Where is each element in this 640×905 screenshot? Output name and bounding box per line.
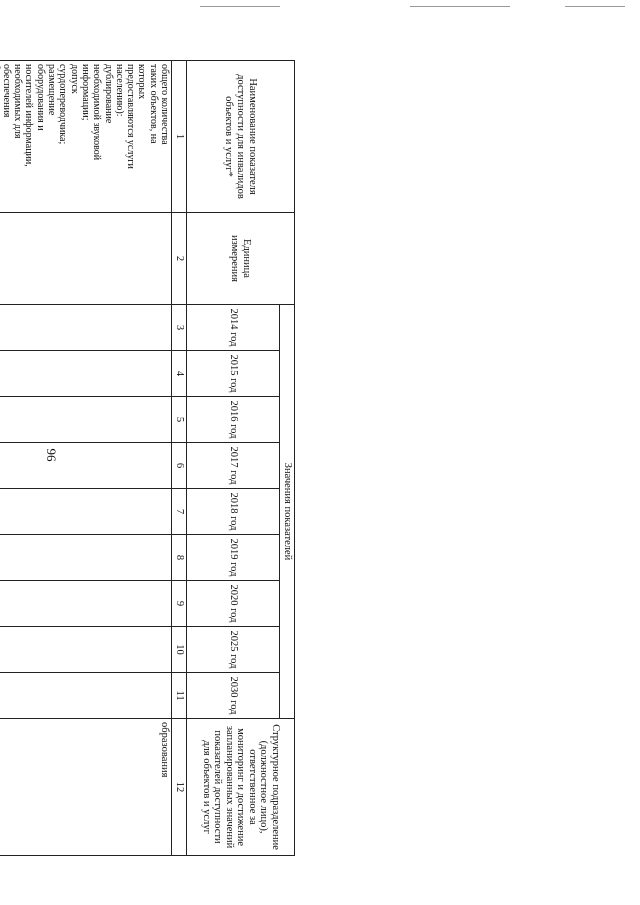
indicator-name-line: обеспечения [0, 64, 12, 118]
indicator-name-line: носителей информации, [23, 64, 35, 167]
value-cell [0, 351, 172, 397]
column-number: 5 [172, 397, 187, 443]
indicator-name-line: дублирование [102, 64, 114, 124]
indicator-name-line [0, 64, 1, 209]
header-indicator-name: Наименование показателя доступности для инвалидов объектов и услуг* [187, 61, 295, 213]
header-year: 2014 год [187, 305, 280, 351]
header-values-group: Значения показателей [280, 305, 295, 719]
header-year: 2016 год [187, 397, 280, 443]
indicator-name-line: предоставляются услуги [125, 64, 137, 169]
indicator-name-line: таких объектов, на [147, 64, 159, 144]
scan-artifact-line [565, 6, 625, 7]
unit-cell [0, 213, 172, 305]
column-number: 11 [172, 673, 187, 719]
column-number: 12 [172, 719, 187, 856]
indicator-name-cell [0, 61, 172, 213]
scan-artifact-line [410, 6, 510, 7]
value-cell [0, 305, 172, 351]
responsible-cell: образования [0, 719, 172, 856]
column-number: 10 [172, 627, 187, 673]
indicator-name-line: необходимой звуковой [91, 64, 103, 161]
indicator-name-line: которых [136, 64, 148, 100]
header-year: 2017 год [187, 443, 280, 489]
column-number: 3 [172, 305, 187, 351]
column-number: 1 [172, 61, 187, 213]
header-year: 2030 год [187, 673, 280, 719]
indicator-name-line: общего количества [159, 64, 170, 145]
header-unit: Единица измерения [187, 213, 295, 305]
indicator-name-line: информации; [79, 64, 91, 121]
indicator-name-line: населению): [113, 64, 125, 117]
header-responsible: Структурное подразделение (должностное лицо), ответственное за мониторинг и достижение запланированных значений показателей доступности для объектов и услуг [187, 719, 295, 856]
indicator-name-line: оборудования и [34, 64, 46, 131]
value-cell [0, 673, 172, 719]
header-year: 2018 год [187, 489, 280, 535]
indicator-name-line: сурдопереводчика; [57, 64, 69, 145]
scan-artifact-line [200, 6, 280, 7]
value-cell [0, 581, 172, 627]
column-number: 7 [172, 489, 187, 535]
header-year: 2015 год [187, 351, 280, 397]
column-number: 6 [172, 443, 187, 489]
value-cell [0, 443, 172, 489]
value-cell [0, 627, 172, 673]
value-cell [0, 535, 172, 581]
column-number: 2 [172, 213, 187, 305]
header-year: 2019 год [187, 535, 280, 581]
indicator-name-line: размещение [46, 64, 58, 116]
header-year: 2020 год [187, 581, 280, 627]
column-number: 8 [172, 535, 187, 581]
accessibility-indicators-table [0, 60, 295, 856]
column-number: 4 [172, 351, 187, 397]
value-cell [0, 397, 172, 443]
column-number: 9 [172, 581, 187, 627]
indicator-name-line: необходимых для [12, 64, 24, 139]
header-year: 2025 год [187, 627, 280, 673]
value-cell [0, 489, 172, 535]
page-number: 96 [44, 448, 59, 462]
indicator-name-line: допуск [68, 64, 80, 94]
